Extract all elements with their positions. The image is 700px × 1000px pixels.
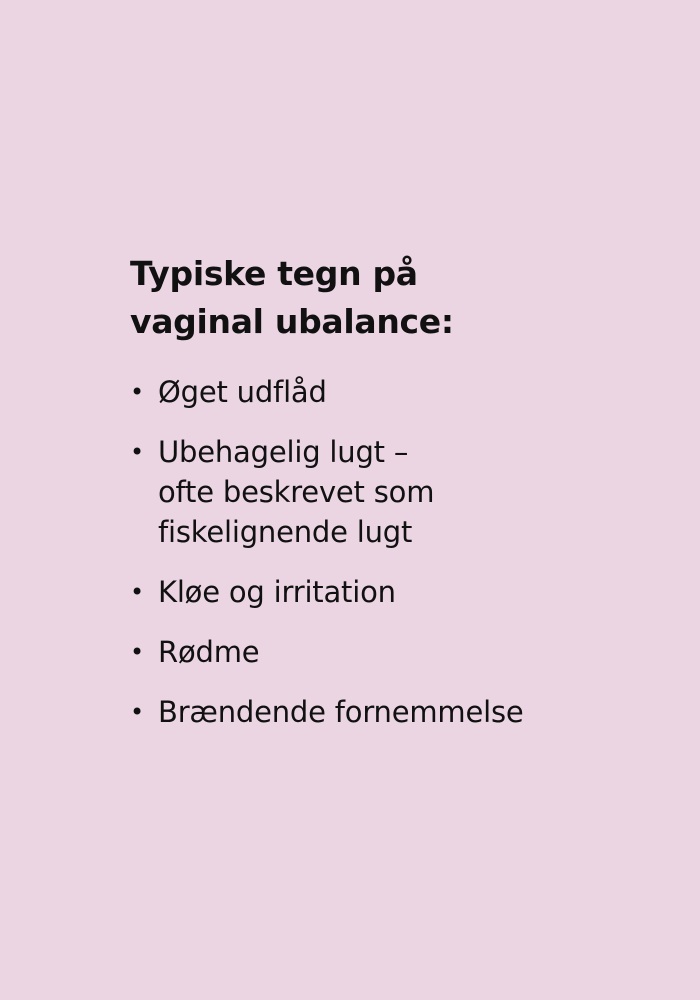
list-item-text: fiskelignende lugt (158, 515, 413, 549)
list-item (130, 572, 650, 612)
list-item-text: Rødme (158, 635, 260, 669)
list-item-text: Ubehagelig lugt – (158, 435, 409, 469)
bullet-icon: • (130, 638, 144, 666)
symptom-list (130, 372, 650, 732)
list-item (130, 432, 650, 552)
info-card (130, 250, 650, 752)
list-item (130, 692, 650, 732)
bullet-icon: • (130, 378, 144, 406)
list-item-text: ofte beskrevet som (158, 475, 435, 509)
list-item (130, 372, 650, 412)
bullet-icon: • (130, 438, 144, 466)
list-item-text: Kløe og irritation (158, 575, 396, 609)
heading-line: vaginal ubalance: (130, 302, 454, 341)
list-item (130, 632, 650, 672)
bullet-icon: • (130, 698, 144, 726)
list-item-text: Øget udflåd (158, 375, 327, 409)
heading-line: Typiske tegn på (130, 254, 418, 293)
bullet-icon: • (130, 578, 144, 606)
list-item-text: Brændende fornemmelse (158, 695, 524, 729)
heading (130, 250, 650, 346)
